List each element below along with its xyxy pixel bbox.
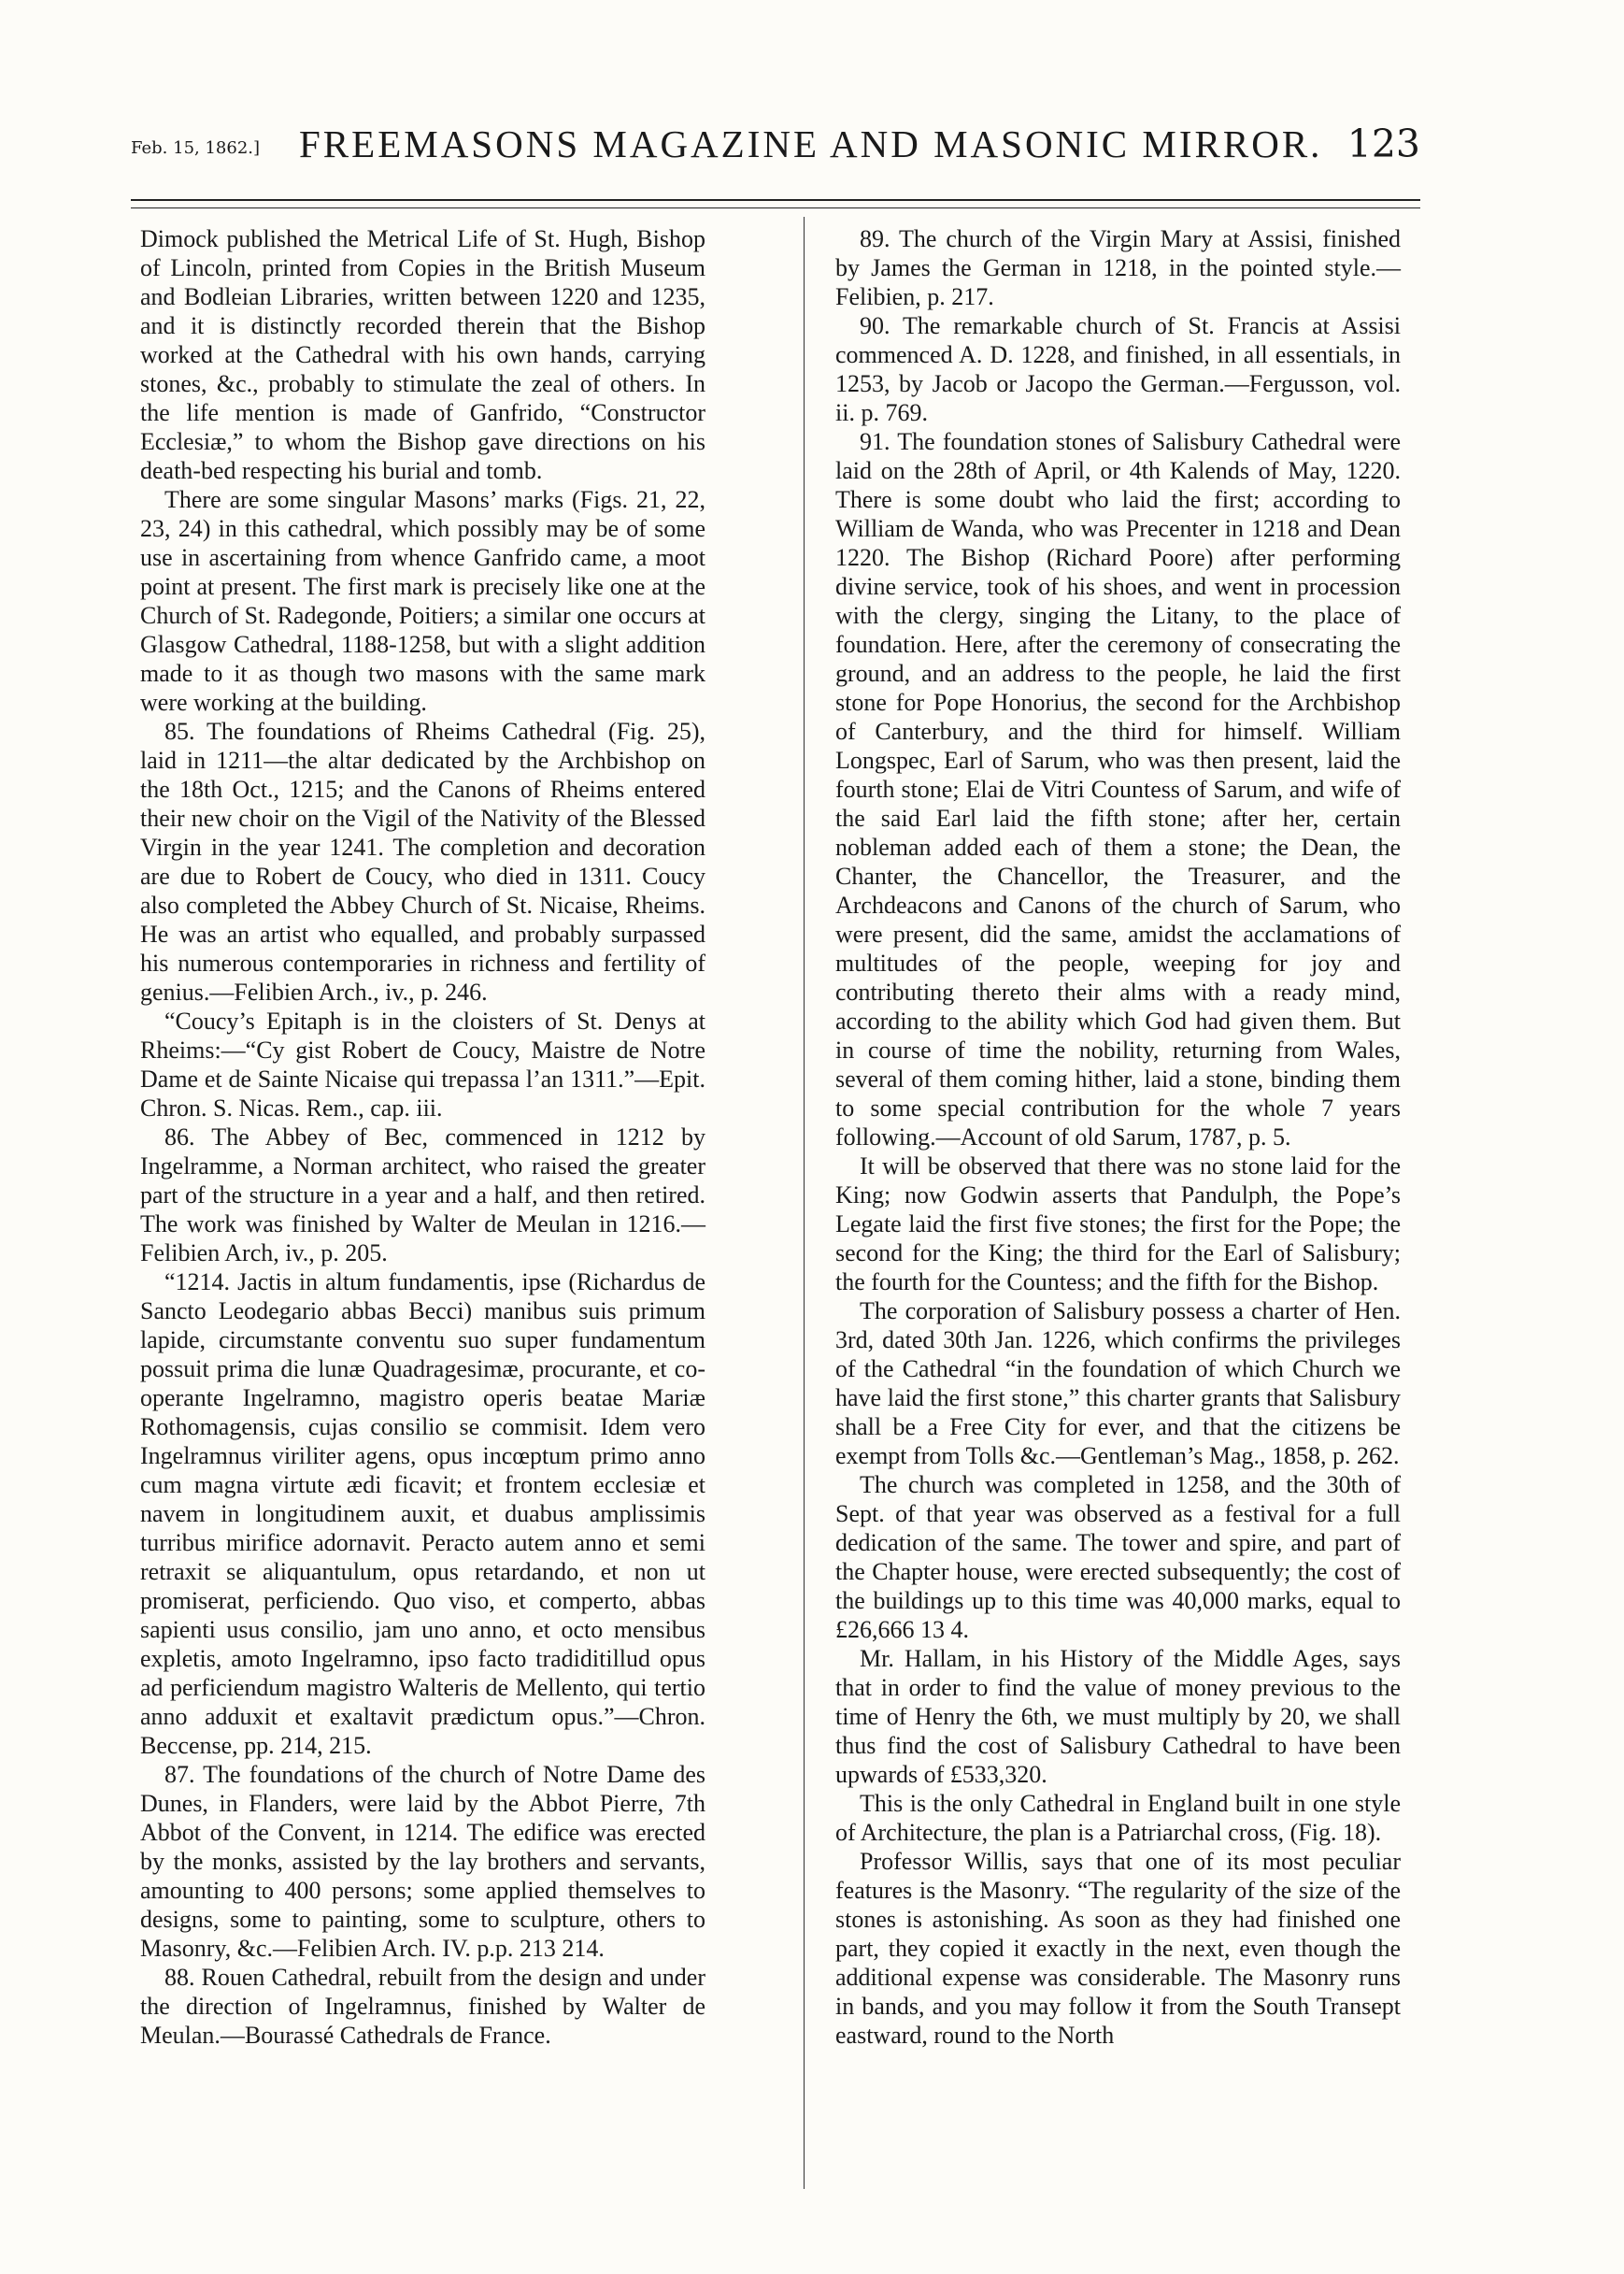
- paragraph: There are some singular Masons’ marks (Figs. 21, 22, 23, 24) in this cathedral, which possibly may be of some use in ascertaining from whence Ganfrido came, a moot point at present. The first mark is precisely like one at the Church of St. Radegonde, Poitiers; a similar one occurs at Glasgow Cathedral, 1188-1258, but with a slight addition made to it as though two masons with the same mark were working at the building.: [140, 486, 705, 716]
- paragraph: “1214. Jactis in altum fundamentis, ipse (Richardus de Sancto Leodegario abbas Becci) manibus suis primum lapide, circumstante conventu suo super fundamentum possuit prima die lunæ Quadragesimæ, procurante, et co-operante Ingelramno, magistro operis beatae Mariæ Rothomagensis, cujas consilio se commisit. Idem vero Ingelramnus viriliter agens, opus incœptum primo anno cum magna virtute ædi ficavit; et frontem ecclesiæ et navem in longitudinem auxit, et duabus amplissimis turribus mirifice adornavit. Peracto autem anno et semi retraxit se aliquantulum, opus retardando, et non ut promiserat, perficiendo. Quo viso, et comperto, abbas sapienti usus consilio, jam uno anno, et octo mensibus expletis, amoto Ingelramno, ipso facto tradiditillud opus ad perficiendum magistro Walteris de Mellento, qui tertio anno adduxit et exaltavit prædictum opus.”—Chron. Beccense, pp. 214, 215.: [140, 1268, 705, 1759]
- paragraph: 87. The foundations of the church of Notre Dame des Dunes, in Flanders, were laid by the Abbot Pierre, 7th Abbot of the Convent, in 1214. The edifice was erected by the monks, assisted by the lay brothers and servants, amounting to 400 persons; some applied themselves to designs, some to painting, some to sculpture, others to Masonry, &c.—Felibien Arch. IV. p.p. 213 214.: [140, 1761, 705, 1962]
- paragraph: “Coucy’s Epitaph is in the cloisters of St. Denys at Rheims:—“Cy gist Robert de Coucy, Maistre de Notre Dame et de Sainte Nicaise qui trepassa l’an 1311.”—Epit. Chron. S. Nicas. Rem., cap. iii.: [140, 1008, 705, 1122]
- page-number: 123: [1346, 122, 1420, 166]
- paragraph: This is the only Cathedral in England built in one style of Architecture, the plan is a Patriarchal cross, (Fig. 18).: [835, 1790, 1401, 1846]
- publication-title: FREEMASONS MAGAZINE AND MASONIC MIRROR.: [299, 122, 1323, 165]
- paragraph: 91. The foundation stones of Salisbury Cathedral were laid on the 28th of April, or 4th Kalends of May, 1220. There is some doubt who laid the first; according to William de Wanda, who was Precenter in 1218 and Dean 1220. The Bishop (Richard Poore) after performing divine service, took of his shoes, and went in procession with the clergy, singing the Litany, to the place of foundation. Here, after the ceremony of consecrating the ground, and an address to the people, he laid the first stone for Pope Honorius, the second for the Archbishop of Canterbury, and the third for himself. William Longspec, Earl of Sarum, who was then present, laid the fourth stone; Elai de Vitri Countess of Sarum, and wife of the said Earl laid the fifth stone; after her, certain nobleman added each of them a stone; the Dean, the Chanter, the Chancellor, the Treasurer, and the Archdeacons and Canons of the church of Sarum, who were present, did the same, amidst the acclamations of multitudes of the people, weeping for joy and contributing thereto their alms with a ready mind, according to the ability which God had given them. But in course of time the nobility, returning from Wales, several of them coming hither, laid a stone, binding them to some special contribution for the whole 7 years following.—Account of old Sarum, 1787, p. 5.: [835, 428, 1401, 1151]
- paragraph: 90. The remarkable church of St. Francis at Assisi commenced A. D. 1228, and finished, in all essentials, in 1253, by Jacob or Jacopo the German.—Fergusson, vol. ii. p. 769.: [835, 312, 1401, 426]
- paragraph: Professor Willis, says that one of its most peculiar features is the Masonry. “The regularity of the size of the stones is astonishing. As soon as they had finished one part, they copied it exactly in the next, even though the additional expense was considerable. The Masonry runs in bands, and you may follow it from the South Transept eastward, round to the North: [835, 1848, 1401, 2049]
- paragraph: 89. The church of the Virgin Mary at Assisi, finished by James the German in 1218, in the pointed style.—Felibien, p. 217.: [835, 225, 1401, 310]
- paragraph: It will be observed that there was no stone laid for the King; now Godwin asserts that Pandulph, the Pope’s Legate laid the first five stones; the first for the Pope; the second for the King; the third for the Earl of Salisbury; the fourth for the Countess; and the fifth for the Bishop.: [835, 1152, 1401, 1295]
- paragraph: 85. The foundations of Rheims Cathedral (Fig. 25), laid in 1211—the altar dedicated by the Archbishop on the 18th Oct., 1215; and the Canons of Rheims entered their new choir on the Vigil of the Nativity of the Blessed Virgin in the year 1241. The completion and decoration are due to Robert de Coucy, who died in 1311. Coucy also completed the Abbey Church of St. Nicaise, Rheims. He was an artist who equalled, and probably surpassed his numerous contemporaries in richness and fertility of genius.—Felibien Arch., iv., p. 246.: [140, 718, 705, 1006]
- paragraph: The church was completed in 1258, and the 30th of Sept. of that year was observed as a festival for a full dedication of the same. The tower and spire, and part of the Chapter house, were erected subsequently; the cost of the buildings up to this time was 40,000 marks, equal to £26,666 13 4.: [835, 1471, 1401, 1643]
- column-divider: [804, 217, 805, 2189]
- paragraph: The corporation of Salisbury possess a charter of Hen. 3rd, dated 30th Jan. 1226, which confirms the privileges of the Cathedral “in the foundation of which Church we have laid the first stone,” this charter grants that Salisbury shall be a Free City for ever, and that the citizens be exempt from Tolls &c.—Gentleman’s Mag., 1858, p. 262.: [835, 1297, 1401, 1469]
- header-rule: [131, 199, 1420, 201]
- right-column: [835, 224, 1401, 2050]
- paragraph: Mr. Hallam, in his History of the Middle Ages, says that in order to find the value of money previous to the time of Henry the 6th, we must multiply by 20, we shall thus find the cost of Salisbury Cathedral to have been upwards of £533,320.: [835, 1645, 1401, 1788]
- left-column: [140, 224, 705, 2050]
- page-header: [131, 122, 1420, 168]
- paragraph: 88. Rouen Cathedral, rebuilt from the design and under the direction of Ingelramnus, finished by Walter de Meulan.—Bourassé Cathedrals de France.: [140, 1964, 705, 2049]
- paragraph: 86. The Abbey of Bec, commenced in 1212 by Ingelramme, a Norman architect, who raised the greater part of the structure in a year and a half, and then retired. The work was finished by Walter de Meulan in 1216.—Felibien Arch, iv., p. 205.: [140, 1123, 705, 1266]
- paragraph: Dimock published the Metrical Life of St. Hugh, Bishop of Lincoln, printed from Copies in the British Museum and Bodleian Libraries, written between 1220 and 1235, and it is distinctly recorded therein that the Bishop worked at the Cathedral with his own hands, carrying stones, &c., probably to stimulate the zeal of others. In the life mention is made of Ganfrido, “Constructor Ecclesiæ,” to whom the Bishop gave directions on his death-bed respecting his burial and tomb.: [140, 225, 705, 484]
- issue-date: Feb. 15, 1862.]: [131, 138, 261, 158]
- header-rule-thin: [131, 207, 1420, 208]
